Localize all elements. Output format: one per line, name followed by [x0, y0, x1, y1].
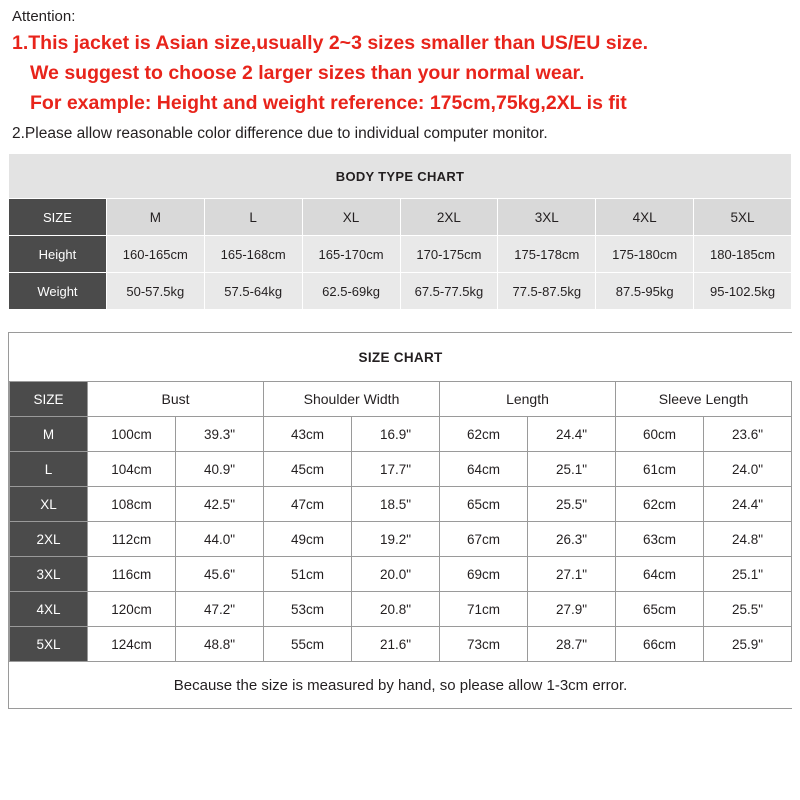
size-chart-row-0-size: M [10, 417, 88, 452]
body-chart-height-row [9, 236, 792, 273]
size-chart-header-shoulder: Shoulder Width [264, 382, 440, 417]
size-chart-row-1-length-in: 25.1" [528, 452, 616, 487]
size-chart-header-row [10, 382, 792, 417]
attention-line-2: We suggest to choose 2 larger sizes than your normal wear. [30, 62, 585, 85]
body-chart-height-xl: 165-170cm [302, 236, 400, 273]
size-chart-row-2-length-cm: 65cm [440, 487, 528, 522]
size-chart-row-3-length-cm: 67cm [440, 522, 528, 557]
size-chart-row-5-sleeve-cm: 65cm [616, 592, 704, 627]
size-chart-row-4-size: 3XL [10, 557, 88, 592]
body-chart-size-l: L [204, 199, 302, 236]
size-chart-row-0-length-in: 24.4" [528, 417, 616, 452]
body-chart-size-5xl: 5XL [694, 199, 792, 236]
size-chart-row-2-size: XL [10, 487, 88, 522]
size-chart-row-1-bust-cm: 104cm [88, 452, 176, 487]
body-chart-weight-4xl: 87.5-95kg [596, 273, 694, 310]
size-chart-row-1-shoulder-in: 17.7" [352, 452, 440, 487]
body-chart-weight-xl: 62.5-69kg [302, 273, 400, 310]
size-chart-row-2-bust-cm: 108cm [88, 487, 176, 522]
size-chart-row-4-bust-cm: 116cm [88, 557, 176, 592]
size-chart-row-2-length-in: 25.5" [528, 487, 616, 522]
size-chart-row-3-sleeve-in: 24.8" [704, 522, 792, 557]
size-chart-row-4-bust-in: 45.6" [176, 557, 264, 592]
size-chart-row-3-bust-in: 44.0" [176, 522, 264, 557]
size-chart-row-2-shoulder-cm: 47cm [264, 487, 352, 522]
body-chart-row-label-height: Height [9, 236, 107, 273]
body-chart-height-m: 160-165cm [106, 236, 204, 273]
size-chart-row-5-length-cm: 71cm [440, 592, 528, 627]
size-chart-row-6-sleeve-in: 25.9" [704, 627, 792, 662]
size-chart-footer-row [10, 662, 792, 709]
size-chart-header-size: SIZE [10, 382, 88, 417]
size-chart-row-3-shoulder-cm: 49cm [264, 522, 352, 557]
body-chart-weight-row [9, 273, 792, 310]
body-chart-title-row [9, 154, 792, 199]
table-row [10, 557, 792, 592]
attention-line-4: 2.Please allow reasonable color difference due to individual computer monitor. [12, 124, 548, 142]
size-chart-row-0-shoulder-in: 16.9" [352, 417, 440, 452]
size-chart-row-6-shoulder-in: 21.6" [352, 627, 440, 662]
attention-line-3: For example: Height and weight reference: 175cm,75kg,2XL is fit [30, 92, 627, 115]
body-chart-size-4xl: 4XL [596, 199, 694, 236]
table-row [10, 592, 792, 627]
body-chart-weight-l: 57.5-64kg [204, 273, 302, 310]
size-chart-row-0-length-cm: 62cm [440, 417, 528, 452]
body-chart-row-label-size: SIZE [9, 199, 107, 236]
size-chart-row-5-size: 4XL [10, 592, 88, 627]
size-chart-row-6-sleeve-cm: 66cm [616, 627, 704, 662]
size-chart-row-4-length-cm: 69cm [440, 557, 528, 592]
body-chart-height-3xl: 175-178cm [498, 236, 596, 273]
size-chart-row-5-sleeve-in: 25.5" [704, 592, 792, 627]
body-chart-height-l: 165-168cm [204, 236, 302, 273]
size-chart-row-6-bust-in: 48.8" [176, 627, 264, 662]
size-chart-row-0-sleeve-in: 23.6" [704, 417, 792, 452]
body-chart-weight-3xl: 77.5-87.5kg [498, 273, 596, 310]
body-chart-height-5xl: 180-185cm [694, 236, 792, 273]
table-row [10, 627, 792, 662]
size-chart-row-0-bust-in: 39.3" [176, 417, 264, 452]
body-chart-size-m: M [106, 199, 204, 236]
size-chart-row-1-sleeve-cm: 61cm [616, 452, 704, 487]
size-chart-row-0-shoulder-cm: 43cm [264, 417, 352, 452]
body-chart-height-2xl: 170-175cm [400, 236, 498, 273]
size-chart-header-bust: Bust [88, 382, 264, 417]
size-chart-row-3-size: 2XL [10, 522, 88, 557]
size-chart-title: SIZE CHART [10, 333, 792, 382]
size-chart-row-3-shoulder-in: 19.2" [352, 522, 440, 557]
size-chart-row-5-bust-in: 47.2" [176, 592, 264, 627]
size-chart-row-4-sleeve-cm: 64cm [616, 557, 704, 592]
size-chart-row-1-sleeve-in: 24.0" [704, 452, 792, 487]
size-chart-row-5-bust-cm: 120cm [88, 592, 176, 627]
size-chart-row-2-sleeve-in: 24.4" [704, 487, 792, 522]
table-row [10, 417, 792, 452]
size-chart-row-2-sleeve-cm: 62cm [616, 487, 704, 522]
size-chart-row-4-sleeve-in: 25.1" [704, 557, 792, 592]
body-chart-size-xl: XL [302, 199, 400, 236]
body-chart-weight-5xl: 95-102.5kg [694, 273, 792, 310]
body-chart-title: BODY TYPE CHART [9, 154, 792, 199]
size-chart-row-6-length-cm: 73cm [440, 627, 528, 662]
body-chart-row-label-weight: Weight [9, 273, 107, 310]
size-chart-row-1-length-cm: 64cm [440, 452, 528, 487]
attention-heading: Attention: [12, 8, 76, 25]
size-chart-row-4-length-in: 27.1" [528, 557, 616, 592]
size-chart-title-row [10, 333, 792, 382]
size-chart-header-length: Length [440, 382, 616, 417]
table-row [10, 522, 792, 557]
body-chart-header-row [9, 199, 792, 236]
size-chart-row-6-size: 5XL [10, 627, 88, 662]
size-chart-container [8, 332, 792, 709]
body-chart-weight-2xl: 67.5-77.5kg [400, 273, 498, 310]
size-chart-row-1-bust-in: 40.9" [176, 452, 264, 487]
size-chart-row-2-bust-in: 42.5" [176, 487, 264, 522]
size-chart-row-6-length-in: 28.7" [528, 627, 616, 662]
attention-line-1: 1.This jacket is Asian size,usually 2~3 sizes smaller than US/EU size. [12, 32, 649, 54]
size-chart [9, 333, 792, 708]
size-chart-footer-note: Because the size is measured by hand, so please allow 1-3cm error. [10, 662, 792, 709]
size-chart-row-3-bust-cm: 112cm [88, 522, 176, 557]
size-chart-row-5-shoulder-cm: 53cm [264, 592, 352, 627]
body-type-chart [8, 153, 792, 310]
body-chart-size-2xl: 2XL [400, 199, 498, 236]
size-chart-row-3-length-in: 26.3" [528, 522, 616, 557]
table-row [10, 487, 792, 522]
body-chart-height-4xl: 175-180cm [596, 236, 694, 273]
size-chart-row-4-shoulder-in: 20.0" [352, 557, 440, 592]
size-chart-row-0-bust-cm: 100cm [88, 417, 176, 452]
size-chart-row-6-bust-cm: 124cm [88, 627, 176, 662]
size-chart-row-3-sleeve-cm: 63cm [616, 522, 704, 557]
body-chart-size-3xl: 3XL [498, 199, 596, 236]
size-chart-row-0-sleeve-cm: 60cm [616, 417, 704, 452]
body-chart-weight-m: 50-57.5kg [106, 273, 204, 310]
table-row [10, 452, 792, 487]
size-chart-row-1-shoulder-cm: 45cm [264, 452, 352, 487]
size-chart-row-1-size: L [10, 452, 88, 487]
size-chart-header-sleeve: Sleeve Length [616, 382, 792, 417]
size-chart-row-4-shoulder-cm: 51cm [264, 557, 352, 592]
size-chart-row-5-shoulder-in: 20.8" [352, 592, 440, 627]
size-chart-row-6-shoulder-cm: 55cm [264, 627, 352, 662]
size-chart-row-2-shoulder-in: 18.5" [352, 487, 440, 522]
size-chart-row-5-length-in: 27.9" [528, 592, 616, 627]
